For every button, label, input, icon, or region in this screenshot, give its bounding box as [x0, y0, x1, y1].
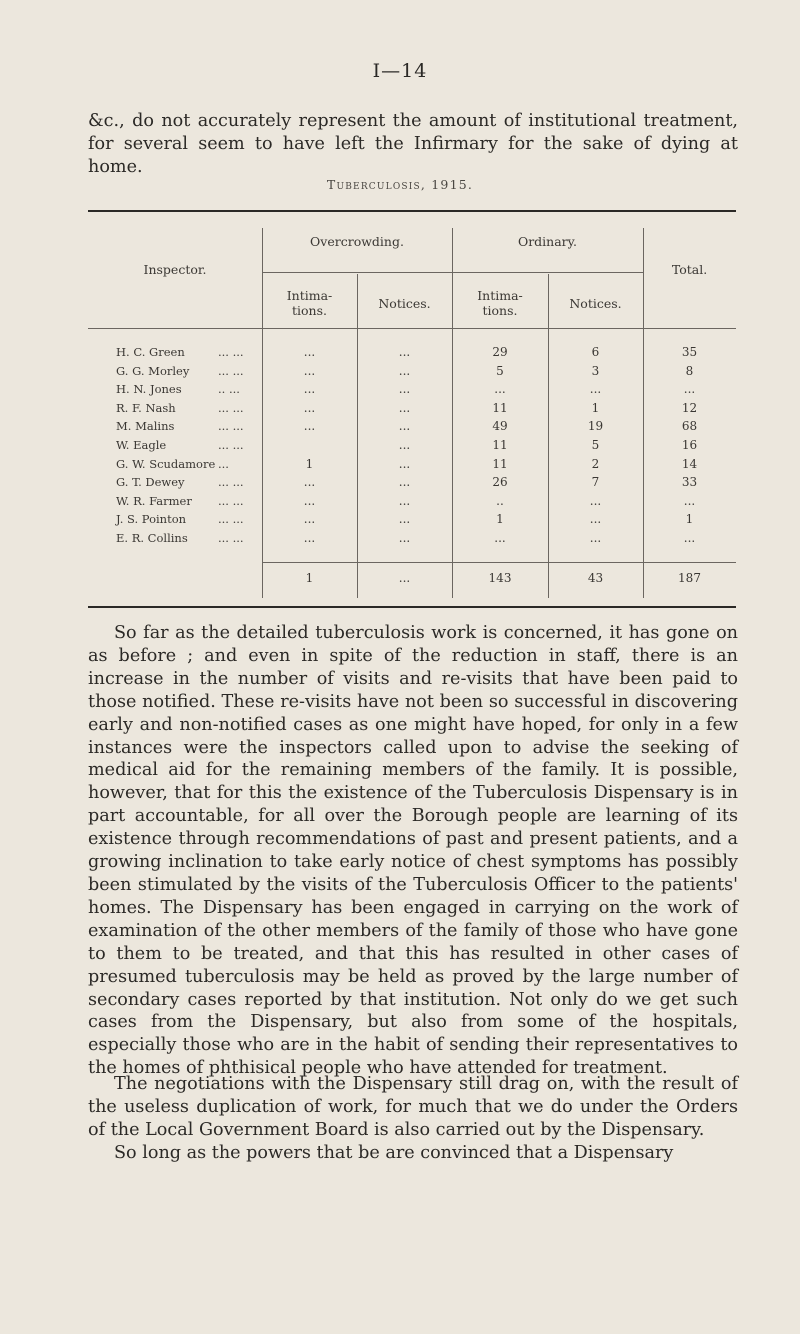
cell-or-not: 5 — [591, 438, 600, 452]
inspector-name: W. Eagle — [116, 438, 167, 452]
cell-total: 16 — [681, 438, 698, 452]
header-bottom-rule — [88, 328, 736, 329]
cell-oc-int: 1 — [305, 456, 314, 471]
dot-leader: ... ... — [218, 345, 244, 359]
cell-total: 35 — [681, 345, 698, 359]
cell-or-not: 7 — [591, 475, 600, 490]
total-oc-intimations: 1 — [305, 571, 314, 585]
cell-total: 8 — [685, 363, 694, 378]
cell-total: 68 — [681, 419, 698, 434]
inspector-name: H. C. Green — [116, 345, 185, 359]
inspector-name: H. N. Jones — [116, 382, 182, 397]
cell-or-int: 11 — [492, 438, 508, 452]
cell-oc-not: ... — [398, 438, 411, 452]
cell-or-int: 11 — [492, 400, 508, 415]
cell-total: ... — [683, 493, 696, 508]
table-top-rule — [88, 210, 736, 212]
cell-total: 14 — [681, 456, 698, 471]
header-ordinary: Ordinary. — [517, 234, 578, 249]
cell-total: 33 — [681, 475, 698, 490]
header-subrule — [262, 272, 643, 273]
cell-oc-not: ... — [398, 475, 411, 490]
cell-or-int: ... — [494, 382, 506, 397]
body-paragraph-2: The negotiations with the Dispensary still drag on, with the result of the useless duplication of work, for much that we do under the Orders of the Local Government Board is also carried out by the Dispensary. — [88, 1074, 738, 1140]
cell-or-not: ... — [589, 531, 602, 545]
inspector-name: G. G. Morley — [116, 363, 190, 378]
cell-oc-int: ... — [303, 493, 316, 508]
col-divider — [548, 274, 549, 598]
cell-or-int: 1 — [496, 512, 504, 527]
cell-or-not: 2 — [591, 456, 600, 471]
col-divider — [357, 274, 358, 598]
dot-leader: ... ... — [218, 363, 244, 378]
cell-or-not: ... — [589, 382, 602, 397]
dot-leader: ... ... — [218, 512, 244, 527]
table-bottom-rule — [88, 606, 736, 608]
header-inspector: Inspector. — [143, 262, 207, 277]
cell-oc-not: ... — [398, 419, 411, 434]
header-or-notices: Notices. — [569, 296, 622, 311]
cell-or-not: ... — [589, 512, 602, 527]
cell-oc-int: ... — [303, 419, 316, 434]
cell-total: 1 — [685, 512, 694, 527]
cell-or-int: 26 — [492, 475, 508, 490]
header-total: Total. — [671, 262, 708, 277]
cell-or-int: ... — [494, 531, 506, 545]
cell-or-int: 11 — [492, 456, 508, 471]
grand-total: 187 — [678, 571, 701, 585]
cell-oc-int: ... — [303, 475, 316, 490]
dot-leader: ... ... — [218, 475, 244, 490]
cell-oc-int: ... — [303, 363, 316, 378]
inspector-name: R. F. Nash — [116, 400, 176, 415]
dot-leader: ... ... — [218, 438, 244, 452]
inspector-name: G. T. Dewey — [116, 475, 185, 490]
cell-or-not: 3 — [591, 363, 600, 378]
cell-oc-int: ... — [303, 345, 316, 359]
table-caption: Tuberculosis, 1915. — [326, 177, 474, 192]
inspector-name: E. R. Collins — [116, 531, 188, 545]
cell-or-not: 19 — [587, 419, 604, 434]
cell-oc-not: ... — [398, 363, 411, 378]
intro-paragraph: &c., do not accurately represent the amount of institutional treatment, for several seem to have left the Infirmary for the sake of dying at home. — [88, 111, 738, 177]
cell-oc-not: ... — [398, 493, 411, 508]
cell-or-int: .. — [496, 493, 504, 508]
cell-total: ... — [683, 382, 696, 397]
cell-oc-not: ... — [398, 456, 411, 471]
inspector-name: J. S. Pointon — [116, 512, 187, 527]
header-overcrowding: Overcrowding. — [310, 234, 404, 249]
dot-leader: ... ... — [218, 419, 244, 434]
total-or-intimations: 143 — [488, 571, 512, 585]
cell-oc-int: ... — [303, 382, 316, 397]
cell-or-not: 6 — [591, 345, 600, 359]
dot-leader: ... ... — [218, 531, 244, 545]
cell-total: 12 — [681, 400, 698, 415]
header-or-intimations: Intima- tions. — [477, 288, 523, 318]
inspector-name: W. R. Farmer — [116, 493, 192, 508]
cell-oc-int: ... — [303, 400, 316, 415]
cell-oc-not: ... — [398, 531, 411, 545]
cell-or-int: 5 — [496, 363, 504, 378]
dot-leader: ... — [218, 456, 229, 471]
page-number: I—14 — [372, 60, 428, 82]
cell-or-int: 49 — [492, 419, 508, 434]
total-oc-notices: ... — [398, 571, 411, 585]
inspector-name: G. W. Scudamore — [116, 456, 216, 471]
cell-or-int: 29 — [492, 345, 508, 359]
body-paragraph-1: So far as the detailed tuberculosis work is concerned, it has gone on as before ; and even in spite of the reduction in staff, there is an increase in the number of visits and re-visits that have been paid to those notified. These re-visits have not been so successful in discovering early and non-notified cases as one might have hoped, for only in a few instances were the inspectors called upon to advise the seeking of medical aid for the remaining members of the family. It is possible, however, that for this the existence of the Tuberculosis Dispensary is in part accountable, for all over the Borough people are learning of its existence through recommendations of past and present patients, and a growing inclination to take early notice of chest symptoms has possibly been stimulated by the visits of the Tuberculosis Officer to the patients' homes. The Dispensary has been engaged in carrying on the work of examination of the other members of the family of those who have gone to them to be treated, and that this has resulted in other cases of presumed tuberculosis may be held as proved by the large number of secondary cases reported by that institution. Not only do we get such cases from the Dispensary, but also from some of the hospitals, especially those who are in the habit of sending their representatives to the homes of phthisical people who have attended for treatment. — [88, 623, 738, 1079]
cell-or-not: 1 — [591, 400, 600, 415]
header-oc-notices: Notices. — [378, 296, 431, 311]
body-paragraph-3: So long as the powers that be are convinced that a Dispensary — [114, 1143, 674, 1163]
header-oc-intimations: Intima- tions. — [286, 288, 333, 318]
totals-rule — [262, 562, 736, 563]
cell-or-not: ... — [589, 493, 602, 508]
total-or-notices: 43 — [587, 571, 604, 585]
cell-oc-not: ... — [398, 400, 411, 415]
cell-oc-not: ... — [398, 512, 411, 527]
cell-oc-int: ... — [303, 512, 316, 527]
cell-oc-not: ... — [398, 345, 411, 359]
cell-oc-int: ... — [303, 531, 316, 545]
cell-oc-not: ... — [398, 382, 411, 397]
dot-leader: ... ... — [218, 400, 244, 415]
dot-leader: .. ... — [218, 382, 240, 397]
cell-total: ... — [683, 531, 696, 545]
dot-leader: ... ... — [218, 493, 244, 508]
inspector-name: M. Malins — [116, 419, 175, 434]
